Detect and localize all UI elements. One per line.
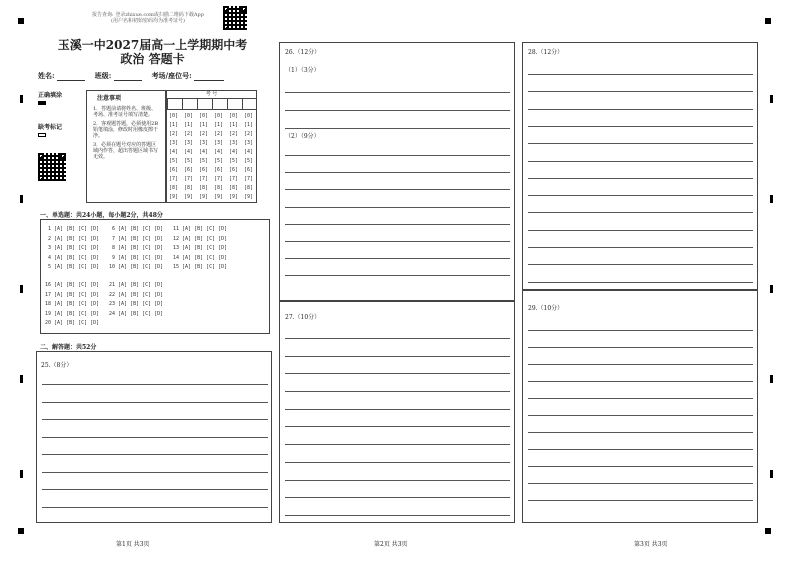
answer-line <box>528 415 753 416</box>
mc-answer-box <box>40 219 270 334</box>
mc-question-12[interactable]: 12 [A] [B] [C] [D] <box>173 235 228 242</box>
digit-bubble[interactable]: [8] <box>229 185 239 191</box>
digit-bubble[interactable]: [2] <box>184 131 194 137</box>
digit-bubble[interactable]: [9] <box>214 194 224 200</box>
timing-mark <box>770 95 773 103</box>
digit-bubble[interactable]: [9] <box>199 194 209 200</box>
answer-line <box>285 444 510 445</box>
report-notice-line1: 报告查询: 登录zhixue.com或扫描二维码下载App <box>92 12 204 18</box>
answer-line <box>285 338 510 339</box>
notes-item: 1．答题前请将姓名、班级、考场、准考证号填写清楚。 <box>93 106 157 118</box>
room-seat-field[interactable] <box>194 74 224 81</box>
name-field[interactable] <box>57 74 85 81</box>
digit-bubble[interactable]: [7] <box>214 176 224 182</box>
answer-line <box>528 109 753 110</box>
exam-number-label: 考 号 <box>167 91 256 99</box>
answer-line <box>42 437 268 438</box>
digit-bubble[interactable]: [1] <box>169 122 179 128</box>
exam-number-write-cell[interactable] <box>227 99 242 109</box>
exam-title-line1: 玉溪一中2027届高一上学期期中考 <box>57 38 248 52</box>
mc-question-18[interactable]: 18 [A] [B] [C] [D] <box>45 301 100 307</box>
absent-mark-label: 缺考标记 <box>38 124 63 131</box>
mc-question-6[interactable]: 6 [A] [B] [C] [D] <box>109 226 164 232</box>
timing-mark <box>20 95 23 103</box>
answer-line <box>42 384 268 385</box>
exam-number-column <box>229 112 238 202</box>
exam-number-box <box>166 90 257 203</box>
answer-line <box>528 74 753 75</box>
digit-bubble[interactable]: [2] <box>229 131 239 137</box>
mc-question-21[interactable]: 21 [A] [B] [C] [D] <box>109 282 164 288</box>
answer-line <box>285 207 510 208</box>
digit-bubble[interactable]: [5] <box>229 158 239 164</box>
digit-bubble[interactable]: [1] <box>214 122 224 128</box>
fill-correct-label: 正确填涂 <box>38 92 63 99</box>
registration-mark <box>765 18 771 24</box>
digit-bubble[interactable]: [8] <box>169 185 179 191</box>
answer-line <box>285 391 510 392</box>
room-seat-label: 考场/座位号: <box>151 71 192 80</box>
digit-bubble[interactable]: [0] <box>244 113 254 119</box>
fill-correct-sample <box>38 101 46 105</box>
answer-line <box>285 110 510 111</box>
q26-label: 26.（12分） <box>285 49 321 56</box>
answer-line <box>285 258 510 259</box>
answer-line <box>528 282 753 283</box>
answer-line <box>285 356 510 357</box>
exam-number-column <box>244 112 253 202</box>
notes-item: 3．必须在题号对应的答题区域内作答，超出答题区域书写无效。 <box>93 142 159 160</box>
exam-number-write-cell[interactable] <box>212 99 227 109</box>
mc-question-1[interactable]: 1 [A] [B] [C] [D] <box>45 226 100 232</box>
digit-bubble[interactable]: [8] <box>214 185 224 191</box>
q29-answer-box[interactable] <box>522 290 758 523</box>
digit-bubble[interactable]: [3] <box>199 140 209 146</box>
notes-title: 注意事项 <box>97 95 122 102</box>
digit-bubble[interactable]: [5] <box>244 158 254 164</box>
answer-line <box>42 489 268 490</box>
answer-line <box>285 373 510 374</box>
exam-number-column <box>169 112 178 202</box>
digit-bubble[interactable]: [3] <box>229 140 239 146</box>
digit-bubble[interactable]: [5] <box>214 158 224 164</box>
answer-line <box>285 155 510 156</box>
digit-bubble[interactable]: [0] <box>169 113 179 119</box>
mc-question-9[interactable]: 9 [A] [B] [C] [D] <box>109 254 164 261</box>
answer-line <box>528 161 753 162</box>
report-notice-line2: (用户名和初始密码均为准考证号) <box>111 18 185 24</box>
digit-bubble[interactable]: [2] <box>214 131 224 137</box>
page-footer-3: 第3页 共3页 <box>634 541 668 548</box>
digit-bubble[interactable]: [7] <box>229 176 239 182</box>
mc-question-23[interactable]: 23 [A] [B] [C] [D] <box>109 301 164 307</box>
digit-bubble[interactable]: [6] <box>169 167 179 173</box>
mc-question-7[interactable]: 7 [A] [B] [C] [D] <box>109 235 164 242</box>
exam-number-column <box>199 112 208 202</box>
page-footer-2: 第2页 共3页 <box>374 541 408 548</box>
q25-label: 25.（8分） <box>41 362 73 369</box>
digit-bubble[interactable]: [8] <box>199 185 209 191</box>
answer-line <box>528 347 753 348</box>
exam-number-column <box>214 112 223 202</box>
answer-line <box>528 500 753 501</box>
digit-bubble[interactable]: [0] <box>199 113 209 119</box>
mc-question-24[interactable]: 24 [A] [B] [C] [D] <box>109 310 164 317</box>
section2-title: 二、解答题：共52分 <box>40 344 97 351</box>
digit-bubble[interactable]: [7] <box>244 176 254 182</box>
answer-line <box>42 454 268 455</box>
digit-bubble[interactable]: [1] <box>229 122 239 128</box>
digit-bubble[interactable]: [4] <box>214 149 224 155</box>
top-qr-code <box>223 6 247 30</box>
answer-line <box>42 507 268 508</box>
mc-question-4[interactable]: 4 [A] [B] [C] [D] <box>45 254 100 261</box>
digit-bubble[interactable]: [6] <box>244 167 254 173</box>
student-info-row <box>38 71 224 81</box>
mc-question-16[interactable]: 16 [A] [B] [C] [D] <box>45 282 100 288</box>
answer-line <box>285 480 510 481</box>
answer-line <box>528 330 753 331</box>
answer-line <box>285 515 510 516</box>
answer-line <box>285 497 510 498</box>
mc-question-13[interactable]: 13 [A] [B] [C] [D] <box>173 245 228 251</box>
q28-label: 28.（12分） <box>528 49 564 56</box>
digit-bubble[interactable]: [5] <box>184 158 194 164</box>
answer-line <box>42 472 268 473</box>
answer-line <box>528 398 753 399</box>
digit-bubble[interactable]: [7] <box>199 176 209 182</box>
digit-bubble[interactable]: [2] <box>169 131 179 137</box>
answer-line <box>528 143 753 144</box>
timing-mark <box>770 375 773 383</box>
digit-bubble[interactable]: [4] <box>169 149 179 155</box>
exam-number-write-cell[interactable] <box>182 99 197 109</box>
digit-bubble[interactable]: [1] <box>244 122 254 128</box>
answer-line <box>528 466 753 467</box>
digit-bubble[interactable]: [4] <box>184 149 194 155</box>
digit-bubble[interactable]: [9] <box>184 194 194 200</box>
answer-line <box>528 432 753 433</box>
registration-mark <box>18 528 24 534</box>
answer-line <box>528 264 753 265</box>
digit-bubble[interactable]: [9] <box>244 194 254 200</box>
q26-1-label: （1）（3分） <box>285 67 320 74</box>
digit-bubble[interactable]: [6] <box>214 167 224 173</box>
mc-question-15[interactable]: 15 [A] [B] [C] [D] <box>173 264 228 270</box>
digit-bubble[interactable]: [9] <box>229 194 239 200</box>
exam-number-write-cell[interactable] <box>167 99 182 109</box>
digit-bubble[interactable]: [4] <box>199 149 209 155</box>
answer-line <box>528 230 753 231</box>
report-notice <box>78 12 218 24</box>
answer-line <box>528 381 753 382</box>
mc-question-20[interactable]: 20 [A] [B] [C] [D] <box>45 320 100 326</box>
class-label: 班级: <box>94 71 112 80</box>
answer-line <box>528 178 753 179</box>
mc-question-14[interactable]: 14 [A] [B] [C] [D] <box>173 254 228 261</box>
digit-bubble[interactable]: [4] <box>244 149 254 155</box>
digit-bubble[interactable]: [8] <box>184 185 194 191</box>
answer-line <box>528 91 753 92</box>
digit-bubble[interactable]: [0] <box>214 113 224 119</box>
answer-line <box>285 128 510 129</box>
digit-bubble[interactable]: [0] <box>229 113 239 119</box>
answer-line <box>285 275 510 276</box>
q28-answer-box[interactable] <box>522 42 758 290</box>
notes-item: 2．客观题答题，必须使用2B铅笔填涂，修改时用橡皮擦干净。 <box>93 121 159 139</box>
digit-bubble[interactable]: [5] <box>199 158 209 164</box>
digit-bubble[interactable]: [0] <box>184 113 194 119</box>
digit-bubble[interactable]: [4] <box>229 149 239 155</box>
digit-bubble[interactable]: [3] <box>169 140 179 146</box>
exam-title <box>40 38 265 66</box>
digit-bubble[interactable]: [3] <box>184 140 194 146</box>
answer-line <box>285 409 510 410</box>
answer-line <box>528 449 753 450</box>
answer-line <box>42 419 268 420</box>
digit-bubble[interactable]: [7] <box>184 176 194 182</box>
mc-question-8[interactable]: 8 [A] [B] [C] [D] <box>109 245 164 251</box>
mc-question-17[interactable]: 17 [A] [B] [C] [D] <box>45 291 100 298</box>
mc-question-11[interactable]: 11 [A] [B] [C] [D] <box>173 226 228 232</box>
answer-line <box>528 364 753 365</box>
digit-bubble[interactable]: [1] <box>184 122 194 128</box>
answer-line <box>285 172 510 173</box>
name-label: 姓名: <box>38 71 55 80</box>
answer-line <box>285 241 510 242</box>
digit-bubble[interactable]: [2] <box>199 131 209 137</box>
exam-number-write-row <box>167 99 256 110</box>
timing-mark <box>20 470 23 478</box>
exam-number-column <box>184 112 193 202</box>
digit-bubble[interactable]: [3] <box>214 140 224 146</box>
exam-title-line2: 政治 答题卡 <box>120 52 185 66</box>
mc-question-10[interactable]: 10 [A] [B] [C] [D] <box>109 264 164 270</box>
mc-question-22[interactable]: 22 [A] [B] [C] [D] <box>109 291 164 298</box>
answer-line <box>528 126 753 127</box>
digit-bubble[interactable]: [2] <box>244 131 254 137</box>
mc-question-2[interactable]: 2 [A] [B] [C] [D] <box>45 235 100 242</box>
class-field[interactable] <box>114 74 142 81</box>
answer-line <box>285 462 510 463</box>
digit-bubble[interactable]: [6] <box>184 167 194 173</box>
digit-bubble[interactable]: [6] <box>229 167 239 173</box>
answer-line <box>285 92 510 93</box>
answer-line <box>528 247 753 248</box>
digit-bubble[interactable]: [8] <box>244 185 254 191</box>
q29-label: 29.（10分） <box>528 305 564 312</box>
timing-mark <box>20 195 23 203</box>
notes-box <box>86 90 166 203</box>
timing-mark <box>770 470 773 478</box>
answer-line <box>285 189 510 190</box>
digit-bubble[interactable]: [3] <box>244 140 254 146</box>
registration-mark <box>765 528 771 534</box>
answer-line <box>42 402 268 403</box>
section1-title: 一、单选题：共24小题，每小题2分，共48分 <box>40 212 163 219</box>
q27-label: 27.（10分） <box>285 314 321 321</box>
answer-line <box>528 212 753 213</box>
student-qr-code <box>38 153 66 181</box>
q27-answer-box[interactable] <box>279 301 515 523</box>
timing-mark <box>770 285 773 293</box>
page-footer-1: 第1页 共3页 <box>116 541 150 548</box>
answer-line <box>528 483 753 484</box>
digit-bubble[interactable]: [5] <box>169 158 179 164</box>
digit-bubble[interactable]: [9] <box>169 194 179 200</box>
registration-mark <box>18 18 24 24</box>
answer-line <box>528 195 753 196</box>
mc-question-19[interactable]: 19 [A] [B] [C] [D] <box>45 310 100 317</box>
exam-number-write-cell[interactable] <box>197 99 212 109</box>
digit-bubble[interactable]: [1] <box>199 122 209 128</box>
timing-mark <box>20 285 23 293</box>
mc-question-5[interactable]: 5 [A] [B] [C] [D] <box>45 264 100 270</box>
timing-mark <box>20 375 23 383</box>
timing-mark <box>770 195 773 203</box>
digit-bubble[interactable]: [6] <box>199 167 209 173</box>
absent-mark-box[interactable] <box>38 133 46 137</box>
exam-number-write-cell[interactable] <box>242 99 257 109</box>
answer-line <box>285 426 510 427</box>
mc-question-3[interactable]: 3 [A] [B] [C] [D] <box>45 245 100 251</box>
digit-bubble[interactable]: [7] <box>169 176 179 182</box>
q26-2-label: （2）（9分） <box>285 133 320 140</box>
answer-line <box>285 224 510 225</box>
